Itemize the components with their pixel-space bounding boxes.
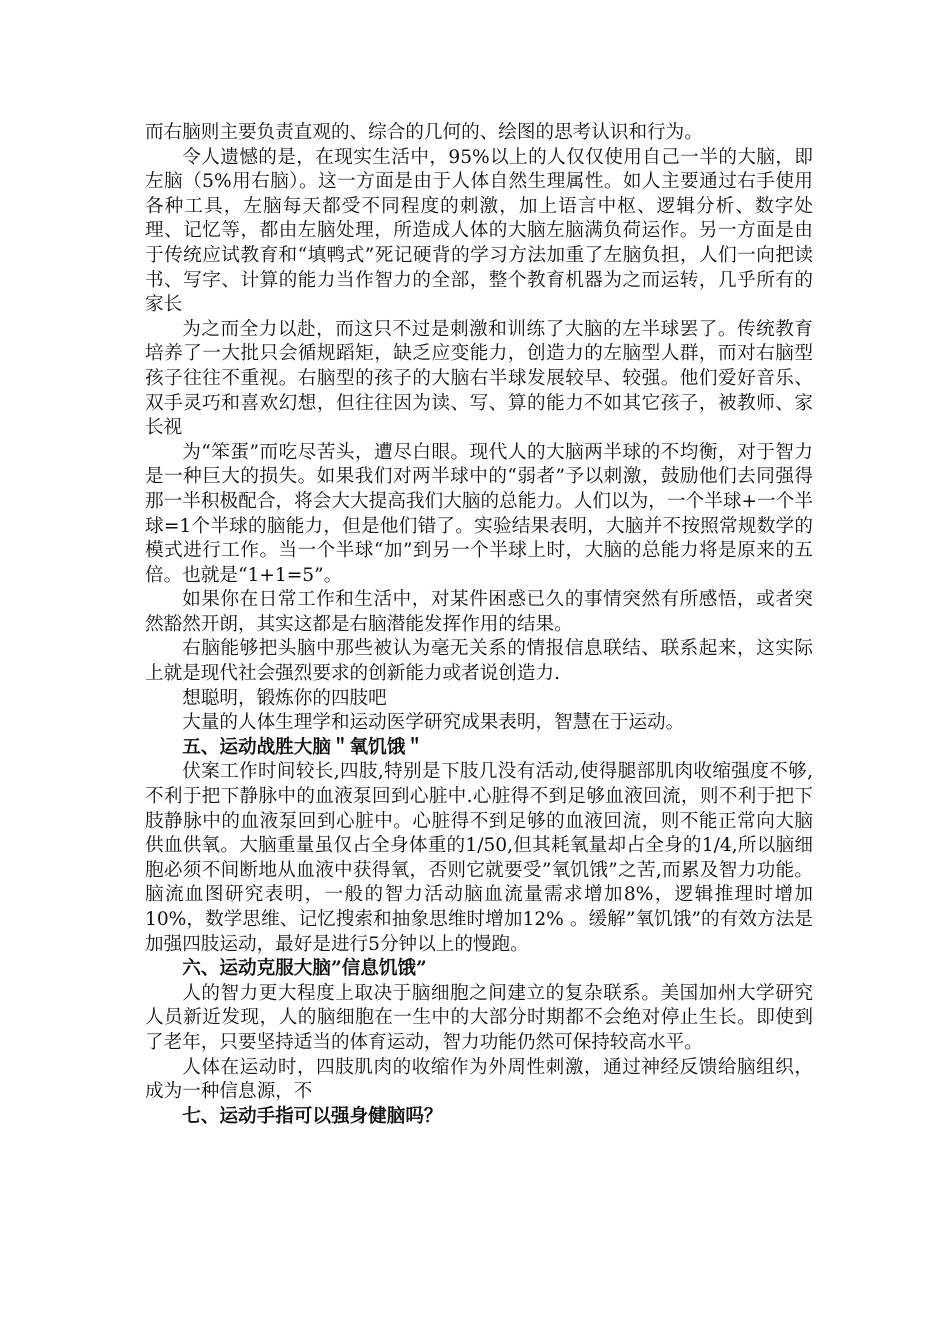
heading-section-five: 五、运动战胜大脑＂氧饥饿＂: [182, 736, 424, 758]
document-body: [145, 121, 813, 1129]
paragraph-hemisphere-balance: 为“笨蛋”而吃尽苦头，遭尽白眼。现代人的大脑两半球的不均衡，对于智力是一种巨大的损失。如果我们对两半球中的“弱者”予以刺激，鼓励他们去同强得那一半积极配合，将会大大提高我们大脑的总能力。人们以为，一个半球+一个半球=1个半球的脑能力，但是他们错了。实验结果表明，大脑并不按照常规数学的模式进行工作。当一个半球“加”到另一个半球上时，大脑的总能力将是原来的五倍。也就是“1+1=5”。: [145, 441, 813, 586]
paragraph-oxygen-hunger: 伏案工作时间较长,四肢,特别是下肢几没有活动,使得腿部肌肉收缩强度不够,不利于把下静脉中的血液泵回到心脏中.心脏得不到足够血液回流，则不利于把下肢静脉中的血液泵回到心脏中。心脏得不到足够的血液回流，则不能正常向大脑供血供氧。大脑重量虽仅占全身体重的1/50,但其耗氧量却占全身的1/4,所以脑细胞必须不间断地从血液中获得氧，否则它就要受”氧饥饿”之苦,而累及智力功能。脑流血图研究表明，一般的智力活动脑血流量需求增加8%，逻辑推理时增加10%，数学思维、记忆搜索和抽象思维时增加12% 。缓解”氧饥饿”的有效方法是加强四肢运动，最好是进行5分钟以上的慢跑。: [145, 761, 814, 955]
paragraph-wisdom-in-motion: 大量的人体生理学和运动医学研究成果表明，智慧在于运动。: [182, 712, 685, 734]
paragraph-creativity: 右脑能够把头脑中那些被认为毫无关系的情报信息联结、联系起来，这实际上就是现代社会强烈要求的创新能力或者说创造力.: [145, 638, 813, 685]
paragraph-exercise-limbs: 想聪明，锻炼你的四肢吧: [182, 687, 387, 709]
paragraph-sudden-insight: 如果你在日常工作和生活中，对某件困惑已久的事情突然有所感悟，或者突然豁然开朗，其实这都是右脑潜能发挥作用的结果。: [145, 589, 813, 635]
heading-section-seven: 七、运动手指可以强身健脑吗？: [182, 1105, 443, 1127]
paragraph-left-brain-usage: 令人遗憾的是，在现实生活中，95%以上的人仅仅使用自己一半的大脑，即左脑（5%用右脑）。这一方面是由于人体自然生理属性。如人主要通过右手使用各种工具，左脑每天都受不同程度的刺激，加上语言中枢、逻辑分析、数字处理、记忆等，都由左脑处理，所造成人体的大脑左脑满负荷运作。另一方面是由于传统应试教育和“填鸭式”死记硬背的学习方法加重了左脑负担，人们一向把读书、写字、计算的能力当作智力的全部，整个教育机器为之而运转，几乎所有的家长: [145, 146, 813, 316]
paragraph-brain-cell-growth: 人的智力更大程度上取决于脑细胞之间建立的复杂联系。美国加州大学研究人员新近发现，人的脑细胞在一生中的大部分时期都不会绝对停止生长。即使到了老年，只要坚持适当的体育运动，智力功能仍然可保持较高水平。: [145, 982, 813, 1053]
heading-section-six: 六、运动克服大脑”信息饥饿”: [182, 958, 427, 980]
paragraph-traditional-education: 为之而全力以赴，而这只不过是刺激和训练了大脑的左半球罢了。传统教育培养了一大批只会循规蹈矩，缺乏应变能力，创造力的左脑型人群，而对右脑型孩子往往不重视。右脑型的孩子的大脑右半球发展较早、较强。他们爱好音乐、双手灵巧和喜欢幻想，但往往因为读、写、算的能力不如其它孩子，被教师、家长视: [145, 318, 813, 439]
paragraph-right-brain-intro: 而右脑则主要负责直观的、综合的几何的、绘图的思考认识和行为。: [145, 122, 703, 143]
paragraph-information-source: 人体在运动时，四肢肌肉的收缩作为外周性刺激，通过神经反馈给脑组织，成为一种信息源，不: [145, 1056, 813, 1103]
